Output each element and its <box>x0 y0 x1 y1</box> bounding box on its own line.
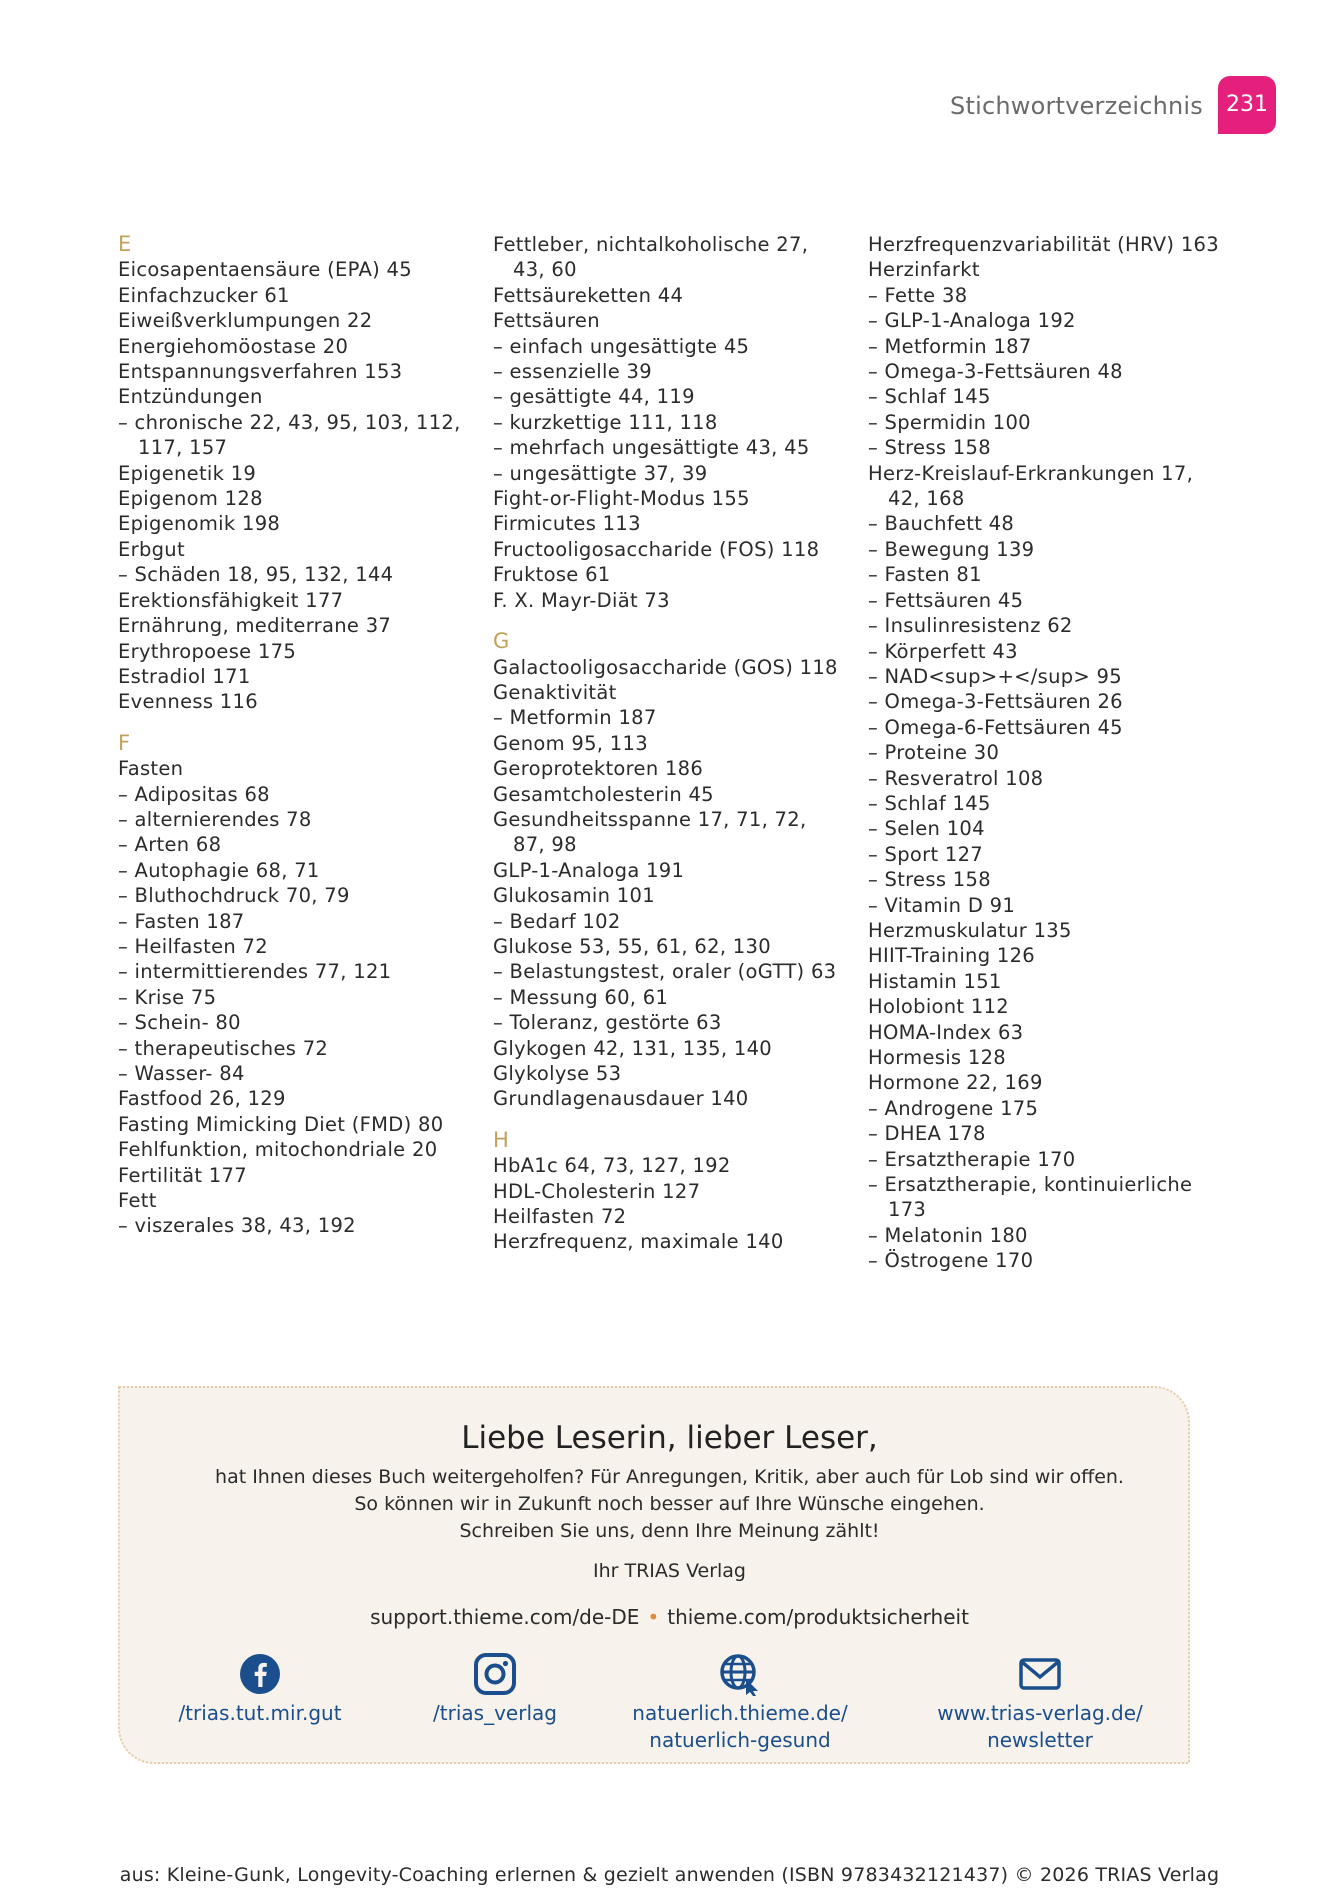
index-entry: – essenzielle 39 <box>493 360 652 384</box>
index-entry: Fettleber, nichtalkoholische 27, <box>493 233 809 256</box>
index-entry: HbA1c 64, 73, 127, 192 <box>493 1154 731 1178</box>
index-entry: Fettsäureketten 44 <box>493 283 684 307</box>
index-entry: – Sport 127 <box>868 842 984 866</box>
index-entry: – gesättigte 44, 119 <box>493 385 695 409</box>
index-entry: Genom 95, 113 <box>493 731 648 755</box>
index-entry: – Selen 104 <box>868 817 985 841</box>
index-entry: – Fette 38 <box>868 283 968 307</box>
section-title: Stichwortverzeichnis <box>950 92 1203 120</box>
index-entry: Einfachzucker 61 <box>118 283 290 307</box>
index-entry: Heilfasten 72 <box>493 1205 627 1229</box>
index-entry: – einfach ungesättigte 45 <box>493 334 750 358</box>
index-entry: – Toleranz, gestörte 63 <box>493 1011 722 1035</box>
index-entry: Glykogen 42, 131, 135, 140 <box>493 1036 772 1060</box>
index-entry: – Androgene 175 <box>868 1096 1039 1120</box>
index-entry: Histamin 151 <box>868 969 1002 993</box>
index-entry: Fight-or-Flight-Modus 155 <box>493 487 750 511</box>
index-letter-heading: F <box>118 730 131 755</box>
index-entry: Fertilität 177 <box>118 1163 247 1187</box>
index-entry: Fructooligosaccharide (FOS) 118 <box>493 537 820 561</box>
separator-dot: • <box>647 1605 660 1629</box>
index-letter-heading: E <box>118 232 132 256</box>
index-entry: Firmicutes 113 <box>493 512 641 536</box>
social-instagram[interactable] <box>395 1652 595 1727</box>
index-entry: Genaktivität <box>493 680 617 704</box>
feedback-heading: Liebe Leserin, lieber Leser, <box>461 1420 878 1456</box>
index-entry: Eiweißverklumpungen 22 <box>118 309 373 333</box>
index-entry: – NAD<sup>+</sup> 95 <box>868 664 1122 688</box>
index-entry: – Belastungstest, oraler (oGTT) 63 <box>493 960 837 984</box>
index-entry: – Stress 158 <box>868 436 991 460</box>
index-entry: – Insulinresistenz 62 <box>868 614 1073 638</box>
index-entry-continuation: 42, 168 <box>888 487 965 511</box>
index-entry: Herzmuskulatur 135 <box>868 918 1072 942</box>
index-entry: HDL-Cholesterin 127 <box>493 1179 701 1203</box>
index-entry: Gesamtcholesterin 45 <box>493 782 714 806</box>
index-entry: – Heilfasten 72 <box>118 934 268 958</box>
index-entry: HOMA-Index 63 <box>868 1020 1024 1044</box>
index-entry: – Melatonin 180 <box>868 1223 1028 1247</box>
index-entry: Erbgut <box>118 537 185 561</box>
index-entry: Herzfrequenz, maximale 140 <box>493 1230 784 1254</box>
source-credit: aus: Kleine-Gunk, Longevity-Coaching erlernen & gezielt anwenden (ISBN 9783432121437) © 2026 TRIAS Verlag <box>119 1864 1220 1886</box>
index-entry: Glukose 53, 55, 61, 62, 130 <box>493 934 771 958</box>
index-entry: – intermittierendes 77, 121 <box>118 960 392 984</box>
index-entry: – alternierendes 78 <box>118 807 312 831</box>
index-entry: – Omega-3-Fettsäuren 26 <box>868 690 1123 714</box>
index-entry: – Omega-3-Fettsäuren 48 <box>868 360 1123 384</box>
index-entry: Fett <box>118 1189 157 1213</box>
globe-icon <box>718 1652 762 1696</box>
index-entry: Glukosamin 101 <box>493 884 655 908</box>
index-entry: Gesundheitsspanne 17, 71, 72, <box>493 807 807 831</box>
index-entry: Holobiont 112 <box>868 995 1009 1019</box>
page-number-badge: 231 <box>1218 76 1276 134</box>
index-entry: Fettsäuren <box>493 309 600 333</box>
index-entry-continuation: 117, 157 <box>138 436 228 460</box>
feedback-line-3: Schreiben Sie uns, denn Ihre Meinung zählt! <box>459 1520 880 1542</box>
index-column-1 <box>118 232 478 1239</box>
social-newsletter[interactable] <box>920 1652 1160 1754</box>
index-entry: – Schein- 80 <box>118 1011 241 1035</box>
social-label: natuerlich.thieme.de/ <box>632 1701 848 1725</box>
index-entry: – Schlaf 145 <box>868 791 991 815</box>
index-entry: – Fettsäuren 45 <box>868 588 1024 612</box>
index-entry: – Östrogene 170 <box>868 1249 1034 1273</box>
index-entry: – Resveratrol 108 <box>868 766 1044 790</box>
index-entry: – Autophagie 68, 71 <box>118 858 320 882</box>
index-entry: Fruktose 61 <box>493 563 611 587</box>
index-entry: – therapeutisches 72 <box>118 1036 329 1060</box>
index-entry: Fasten <box>118 757 184 781</box>
index-entry: Erythropoese 175 <box>118 639 297 663</box>
support-link[interactable]: support.thieme.com/de-DE <box>370 1605 640 1629</box>
index-letter-heading: G <box>493 629 510 654</box>
index-entry: – Ersatztherapie, kontinuierliche <box>868 1173 1193 1197</box>
social-label: /trias.tut.mir.gut <box>178 1701 342 1725</box>
social-facebook[interactable] <box>160 1652 360 1727</box>
index-letter-heading: H <box>493 1127 510 1152</box>
index-entry: GLP-1-Analoga 191 <box>493 858 685 882</box>
social-website[interactable] <box>620 1652 860 1754</box>
index-column-3 <box>868 232 1228 1274</box>
index-entry: Energiehomöostase 20 <box>118 334 349 358</box>
index-entry: – Omega-6-Fettsäuren 45 <box>868 715 1123 739</box>
index-entry: – Spermidin 100 <box>868 410 1031 434</box>
index-entry: – Ersatztherapie 170 <box>868 1147 1076 1171</box>
feedback-signature: Ihr TRIAS Verlag <box>592 1560 746 1582</box>
index-entry: F. X. Mayr-Diät 73 <box>493 588 670 612</box>
instagram-icon <box>473 1652 517 1696</box>
index-entry: – Vitamin D 91 <box>868 893 1016 917</box>
feedback-line-2: So können wir in Zukunft noch besser auf Ihre Wünsche eingehen. <box>354 1493 985 1515</box>
index-entry-continuation: 173 <box>888 1198 927 1222</box>
index-entry: – ungesättigte 37, 39 <box>493 461 708 485</box>
support-links <box>0 1605 1339 1629</box>
facebook-icon <box>238 1652 282 1696</box>
index-column-2 <box>493 232 853 1255</box>
index-entry: Herz-Kreislauf-Erkrankungen 17, <box>868 461 1194 485</box>
index-entry: Herzinfarkt <box>868 258 980 282</box>
index-entry: – Adipositas 68 <box>118 782 270 806</box>
index-entry: – Arten 68 <box>118 833 222 857</box>
index-entry: Fastfood 26, 129 <box>118 1087 286 1111</box>
index-entry: – Bauchfett 48 <box>868 512 1015 536</box>
index-entry: – Messung 60, 61 <box>493 985 669 1009</box>
product-safety-link[interactable]: thieme.com/produktsicherheit <box>667 1605 969 1629</box>
index-entry: Evenness 116 <box>118 690 258 714</box>
index-entry: – Metformin 187 <box>493 706 657 730</box>
index-entry: Hormone 22, 169 <box>868 1071 1043 1095</box>
index-entry-continuation: 43, 60 <box>513 258 577 282</box>
social-label: newsletter <box>987 1728 1093 1752</box>
index-entry: Epigenomik 198 <box>118 512 281 536</box>
index-entry: – viszerales 38, 43, 192 <box>118 1214 356 1238</box>
index-entry: Estradiol 171 <box>118 664 251 688</box>
social-label: www.trias-verlag.de/ <box>937 1701 1143 1725</box>
index-entry: Geroprotektoren 186 <box>493 757 704 781</box>
index-entry: – Körperfett 43 <box>868 639 1018 663</box>
index-entry: – Proteine 30 <box>868 741 1000 765</box>
index-entry: – Bewegung 139 <box>868 537 1035 561</box>
social-label: /trias_verlag <box>433 1701 557 1725</box>
index-entry: – DHEA 178 <box>868 1122 986 1146</box>
index-entry: – Krise 75 <box>118 985 217 1009</box>
index-entry: – chronische 22, 43, 95, 103, 112, <box>118 410 461 434</box>
index-entry-continuation: 87, 98 <box>513 833 577 857</box>
index-entry: Hormesis 128 <box>868 1046 1007 1069</box>
index-entry: Herzfrequenzvariabilität (HRV) 163 <box>868 233 1219 256</box>
feedback-line-1: hat Ihnen dieses Buch weitergeholfen? Für Anregungen, Kritik, aber auch für Lob sind wir offen. <box>215 1466 1124 1488</box>
index-entry: Entspannungsverfahren 153 <box>118 360 403 384</box>
index-entry: HIIT-Training 126 <box>868 944 1035 968</box>
index-entry: – kurzkettige 111, 118 <box>493 410 718 434</box>
index-entry: Epigenetik 19 <box>118 461 257 485</box>
index-entry: – Schäden 18, 95, 132, 144 <box>118 563 394 587</box>
social-label: natuerlich-gesund <box>649 1728 831 1752</box>
index-entry: Grundlagenausdauer 140 <box>493 1087 749 1111</box>
mail-icon <box>1018 1652 1062 1696</box>
index-entry: Fehlfunktion, mitochondriale 20 <box>118 1138 438 1162</box>
index-entry: – Wasser- 84 <box>118 1062 245 1085</box>
index-entry: – Schlaf 145 <box>868 385 991 409</box>
index-entry: Entzündungen <box>118 385 263 409</box>
index-entry: Ernährung, mediterrane 37 <box>118 614 392 638</box>
index-entry: Glykolyse 53 <box>493 1062 622 1085</box>
index-entry: Fasting Mimicking Diet (FMD) 80 <box>118 1112 444 1136</box>
index-entry: – Bluthochdruck 70, 79 <box>118 884 350 908</box>
index-entry: – Metformin 187 <box>868 334 1032 358</box>
index-entry: – Fasten 81 <box>868 563 982 587</box>
index-entry: Erektionsfähigkeit 177 <box>118 588 344 612</box>
index-entry: Eicosapentaensäure (EPA) 45 <box>118 258 412 282</box>
index-entry: – Bedarf 102 <box>493 909 621 933</box>
index-entry: Galactooligosaccharide (GOS) 118 <box>493 655 838 679</box>
index-entry: Epigenom 128 <box>118 487 263 511</box>
index-entry: – Stress 158 <box>868 868 991 892</box>
index-entry: – Fasten 187 <box>118 909 245 933</box>
index-entry: – GLP-1-Analoga 192 <box>868 309 1076 333</box>
index-entry: – mehrfach ungesättigte 43, 45 <box>493 436 810 460</box>
